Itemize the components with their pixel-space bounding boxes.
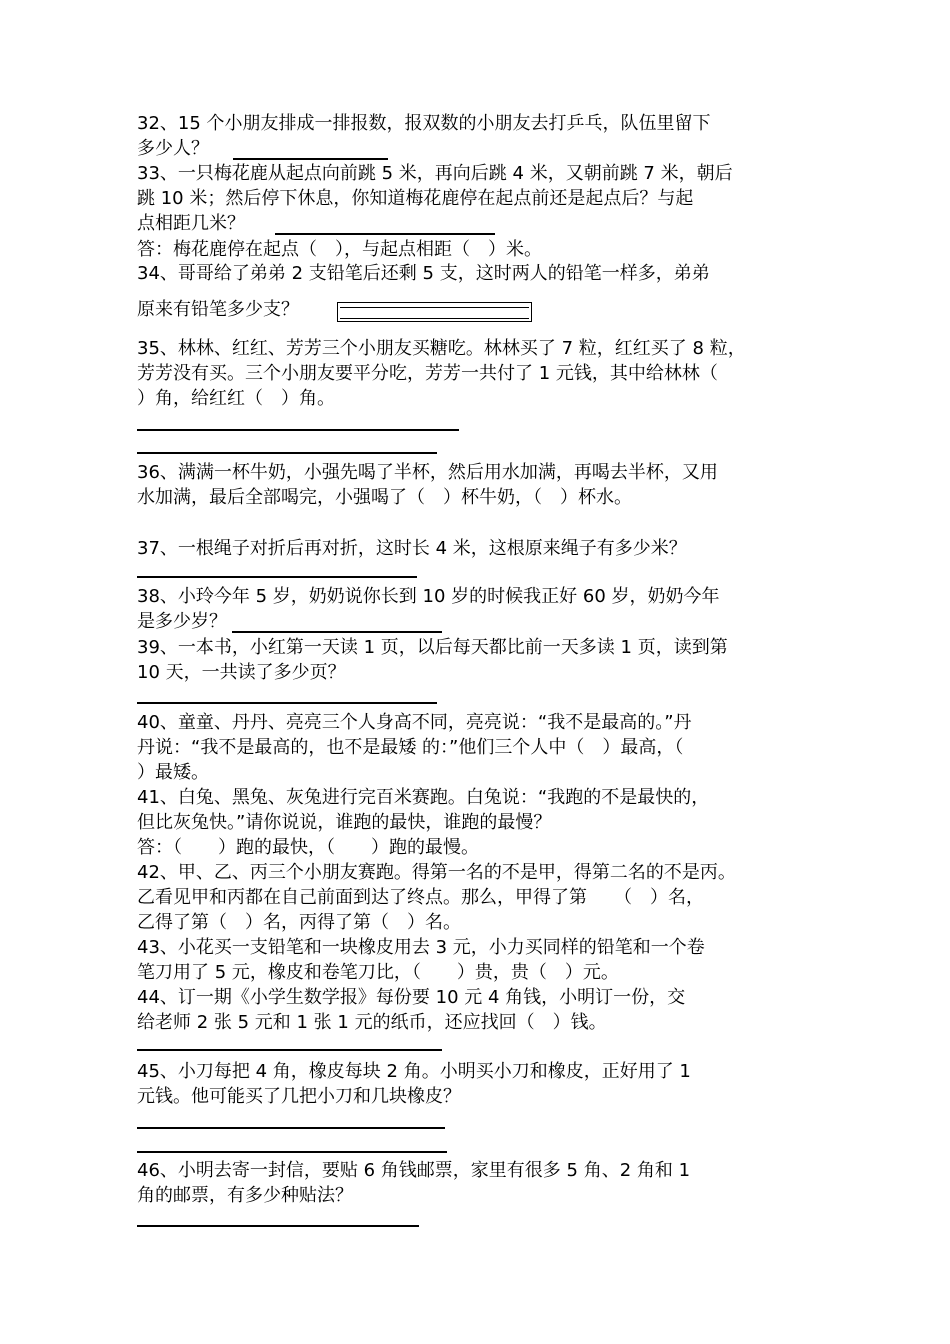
q41-line-1: 41、白兔、黑兔、灰兔进行完百米赛跑。白兔说：“我跑的不是最快的， — [137, 787, 710, 808]
q44-line-1: 44、订一期《小学生数学报》每份要 10 元 4 角钱，小明订一份，交 — [137, 987, 686, 1008]
q39-answer-line — [137, 702, 437, 704]
q45-line-2: 元钱。他可能买了几把小刀和几块橡皮？ — [137, 1086, 461, 1107]
q32-line-1: 32、15 个小朋友排成一排报数，报双数的小朋友去打乒乓，队伍里留下 — [137, 113, 711, 134]
q46-answer-line — [137, 1225, 419, 1227]
q40-line-2: 丹说：“我不是最高的，也不是最矮 的：”他们三个人中（ ）最高，（ — [137, 737, 684, 758]
q34-line-1: 34、哥哥给了弟弟 2 支铅笔后还剩 5 支，这时两人的铅笔一样多，弟弟 — [137, 263, 710, 284]
q40-line-3: ）最矮。 — [137, 762, 209, 783]
q44-answer-line — [137, 1049, 442, 1051]
q45-answer-line — [137, 1127, 445, 1129]
q33-line-3: 点相距几米？ — [137, 213, 245, 234]
q33-answer-line — [275, 233, 495, 235]
q38-answer-line — [232, 631, 442, 633]
q41-line-2: 但比灰兔快。”请你说说，谁跑的最快，谁跑的最慢？ — [137, 812, 552, 833]
q44-line-2: 给老师 2 张 5 元和 1 张 1 元的纸币，还应找回（ ）钱。 — [137, 1012, 607, 1033]
q35-line-3: ）角，给红红（ ）角。 — [137, 388, 335, 409]
q36-top-line — [137, 452, 437, 454]
q39-line-1: 39、一本书，小红第一天读 1 页，以后每天都比前一天多读 1 页，读到第 — [137, 637, 728, 658]
q32-answer-line — [233, 158, 388, 160]
q42-line-1: 42、甲、乙、丙三个小朋友赛跑。得第一名的不是甲，得第二名的不是丙。 — [137, 862, 736, 883]
q45-line-1: 45、小刀每把 4 角，橡皮每块 2 角。小明买小刀和橡皮，正好用了 1 — [137, 1061, 691, 1082]
q43-line-1: 43、小花买一支铅笔和一块橡皮用去 3 元，小力买同样的铅笔和一个卷 — [137, 937, 705, 958]
q35-answer-line — [137, 429, 459, 431]
q36-line-1: 36、满满一杯牛奶，小强先喝了半杯，然后用水加满，再喝去半杯，又用 — [137, 462, 718, 483]
q46-top-line — [137, 1151, 447, 1153]
q38-line-1: 38、小玲今年 5 岁，奶奶说你长到 10 岁的时候我正好 60 岁，奶奶今年 — [137, 586, 720, 607]
q33-line-1: 33、一只梅花鹿从起点向前跳 5 米，再向后跳 4 米，又朝前跳 7 米，朝后 — [137, 163, 733, 184]
q35-line-2: 芳芳没有买。三个小朋友要平分吃，芳芳一共付了 1 元钱，其中给林林（ — [137, 363, 718, 384]
q40-line-1: 40、童童、丹丹、亮亮三个人身高不同，亮亮说：“我不是最高的。”丹 — [137, 712, 692, 733]
q46-line-2: 角的邮票，有多少种贴法？ — [137, 1185, 353, 1206]
q33-line-2: 跳 10 米；然后停下休息，你知道梅花鹿停在起点前还是起点后？与起 — [137, 188, 694, 209]
q43-line-2: 笔刀用了 5 元，橡皮和卷笔刀比，（ ）贵，贵（ ）元。 — [137, 962, 619, 983]
q37-answer-line — [137, 576, 417, 578]
q33-answer: 答：梅花鹿停在起点（ ），与起点相距（ ）米。 — [137, 239, 542, 260]
q37-line-1: 37、一根绳子对折后再对折，这时长 4 米，这根原来绳子有多少米？ — [137, 538, 687, 559]
q39-line-2: 10 天，一共读了多少页？ — [137, 662, 346, 683]
q32-line-2: 多少人？ — [137, 138, 209, 159]
q34-answer-box — [337, 302, 532, 322]
q42-line-2: 乙看见甲和丙都在自己前面到达了终点。那么，甲得了第 （ ）名， — [137, 887, 704, 908]
q46-line-1: 46、小明去寄一封信，要贴 6 角钱邮票，家里有很多 5 角、2 角和 1 — [137, 1160, 691, 1181]
q34-line-2: 原来有铅笔多少支？ — [137, 299, 299, 320]
q35-line-1: 35、林林、红红、芳芳三个小朋友买糖吃。林林买了 7 粒，红红买了 8 粒， — [137, 338, 746, 359]
q36-line-2: 水加满，最后全部喝完，小强喝了（ ）杯牛奶，（ ）杯水。 — [137, 487, 632, 508]
q41-answer: 答：（ ）跑的最快，（ ）跑的最慢。 — [137, 837, 479, 858]
q42-line-3: 乙得了第（ ）名，丙得了第（ ）名。 — [137, 912, 461, 933]
q38-line-2: 是多少岁？ — [137, 611, 227, 632]
